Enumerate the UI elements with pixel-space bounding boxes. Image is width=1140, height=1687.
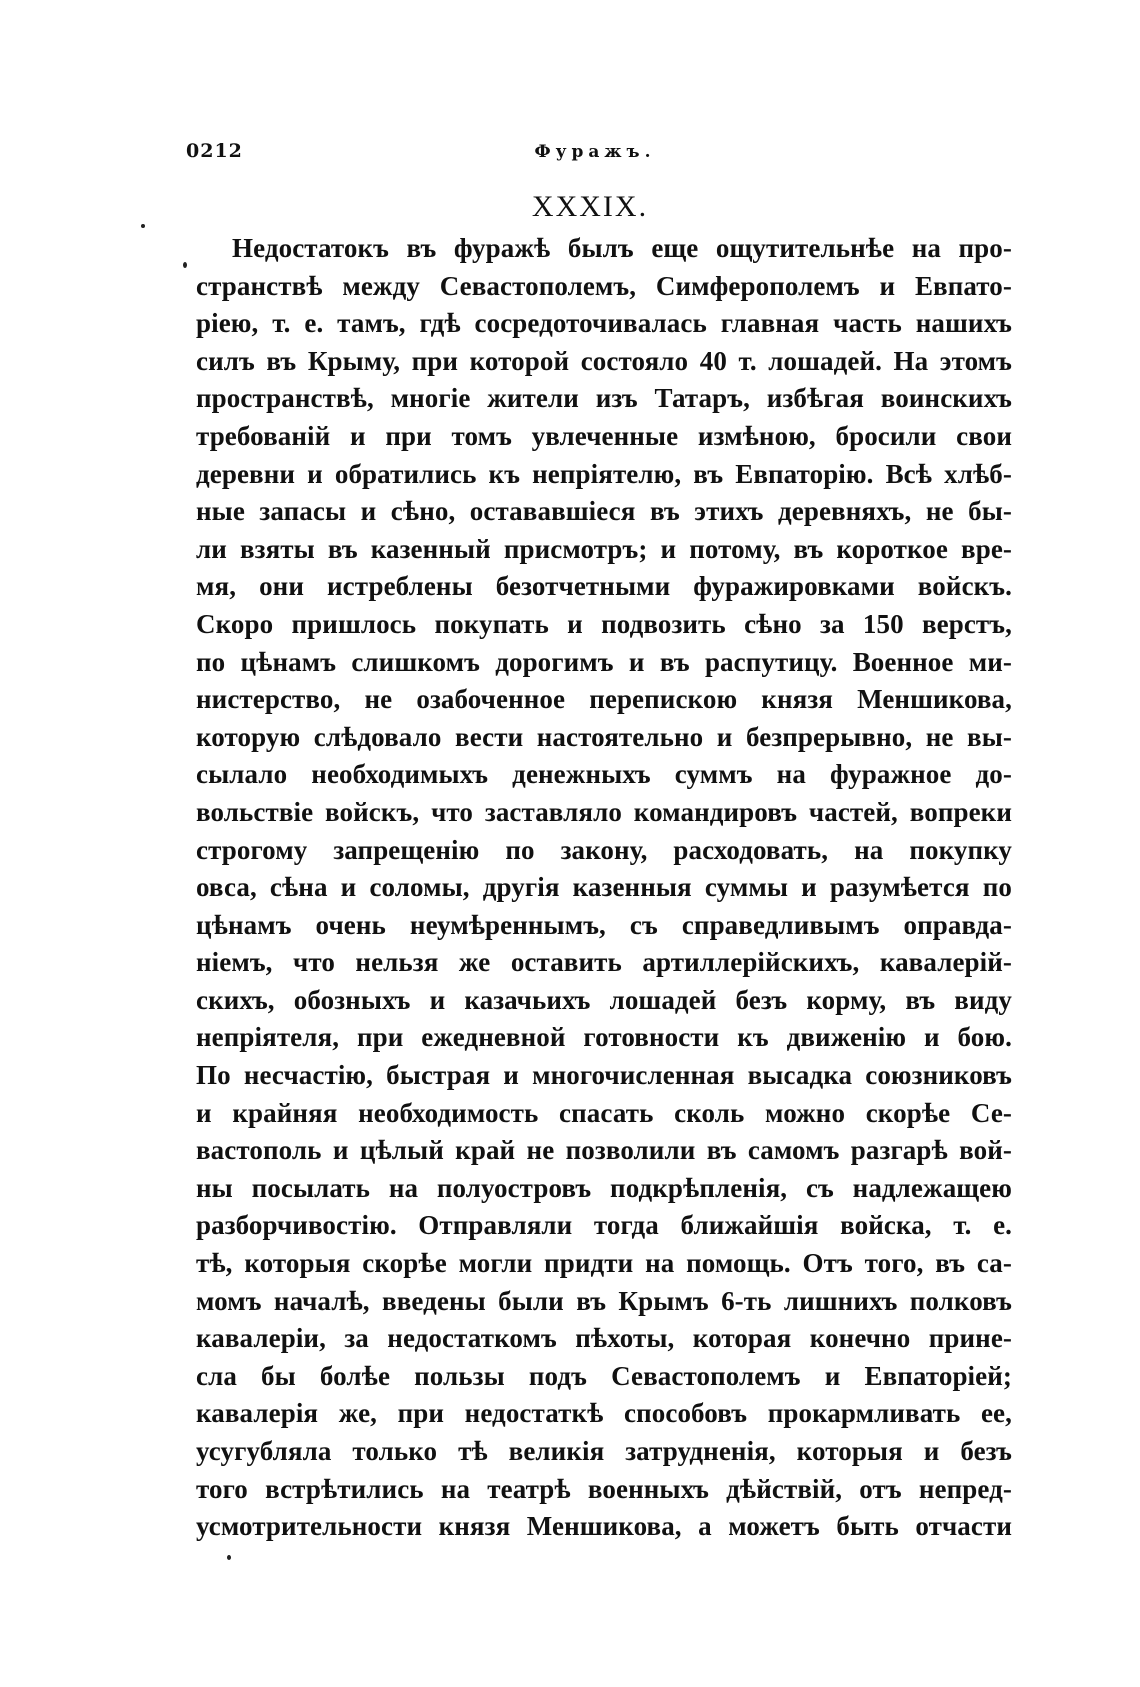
text-line: сылало необходимыхъ денежныхъ суммъ на фуражное до- <box>196 759 1012 790</box>
text-line: тѣ, которыя скорѣе могли придти на помощь. Отъ того, въ са- <box>196 1248 1012 1279</box>
text-line: По несчастію, быстрая и многочисленная высадка союзниковъ <box>196 1060 1012 1091</box>
text-line: ли взяты въ казенный присмотръ; и потому, въ короткое вре- <box>196 533 1012 564</box>
text-line: странствѣ между Севастополемъ, Симферополемъ и Евпато- <box>196 270 1012 301</box>
text-line: требованій и при томъ увлеченные измѣною, бросили свои <box>196 420 1012 451</box>
text-line: того встрѣтились на театрѣ военныхъ дѣйствій, отъ непред- <box>196 1473 1012 1504</box>
text-line: по цѣнамъ слишкомъ дорогимъ и въ распутицу. Военное ми- <box>196 646 1012 677</box>
text-line: которую слѣдовало вести настоятельно и безпрерывно, не вы- <box>196 721 1012 752</box>
text-line: ріею, т. е. тамъ, гдѣ сосредоточивалась главная часть нашихъ <box>196 308 1012 339</box>
text-line: момъ началѣ, введены были въ Крымъ 6-ть лишнихъ полковъ <box>196 1285 1012 1316</box>
text-line: Недостатокъ въ фуражѣ былъ еще ощутительнѣе на про- <box>232 233 1012 263</box>
text-line: нистерство, не озабоченное перепискою князя Меншикова, <box>196 684 1012 715</box>
text-line: овса, сѣна и соломы, другія казенныя суммы и разумѣется по <box>196 872 1012 903</box>
text-line: силъ въ Крыму, при которой состояло 40 т. лошадей. На этомъ <box>196 345 1012 376</box>
text-line: строгому запрещенію по закону, расходовать, на покупку <box>196 834 1012 865</box>
text-line: скихъ, обозныхъ и казачьихъ лошадей безъ корму, въ виду <box>196 984 1012 1015</box>
text-line: вольствіе войскъ, что заставляло командировъ частей, вопреки <box>196 796 1012 827</box>
text-line: ные запасы и сѣно, остававшіеся въ этихъ деревняхъ, не бы- <box>196 496 1012 527</box>
text-line: Скоро пришлось покупать и подвозить сѣно за 150 верстъ, <box>196 608 1012 639</box>
page-number: 0212 <box>186 140 243 162</box>
text-line: кавалерія же, при недостаткѣ способовъ прокармливать ее, <box>196 1398 1012 1429</box>
body-text <box>196 230 1012 1546</box>
running-head: Фуражъ. <box>534 142 656 162</box>
text-line: усугубляла только тѣ великія затрудненія, которыя и безъ <box>196 1436 1012 1466</box>
text-line: и крайняя необходимость спасать сколь можно скорѣе Се- <box>196 1097 1012 1128</box>
chapter-number: XXXIX. <box>531 190 649 223</box>
scan-speck <box>141 224 145 228</box>
text-line: ны посылать на полуостровъ подкрѣпленія, съ надлежащею <box>196 1172 1012 1203</box>
text-line: мя, они истреблены безотчетными фуражировками войскъ. <box>196 571 1012 602</box>
text-line: непріятеля, при ежедневной готовности къ движенію и бою. <box>196 1022 1012 1053</box>
text-line: ніемъ, что нельзя же оставить артиллерійскихъ, кавалерій- <box>196 947 1012 978</box>
text-line: кавалеріи, за недостаткомъ пѣхоты, которая конечно прине- <box>196 1323 1012 1354</box>
text-line: пространствѣ, многіе жители изъ Татаръ, избѣгая воинскихъ <box>196 383 1012 414</box>
text-line: цѣнамъ очень неумѣреннымъ, съ справедливымъ оправда- <box>196 909 1012 940</box>
scan-speck <box>183 262 187 268</box>
text-line: разборчивостію. Отправляли тогда ближайшія войска, т. е. <box>196 1210 1012 1241</box>
text-line: деревни и обратились къ непріятелю, въ Евпаторію. Всѣ хлѣб- <box>196 458 1012 489</box>
text-line: усмотрительности князя Меншикова, а можетъ быть отчасти <box>196 1511 1012 1542</box>
text-line: вастополь и цѣлый край не позволили въ самомъ разгарѣ вой- <box>196 1135 1012 1166</box>
text-line: сла бы болѣе пользы подъ Севастополемъ и Евпаторіей; <box>196 1360 1012 1391</box>
scan-speck <box>227 1555 231 1560</box>
